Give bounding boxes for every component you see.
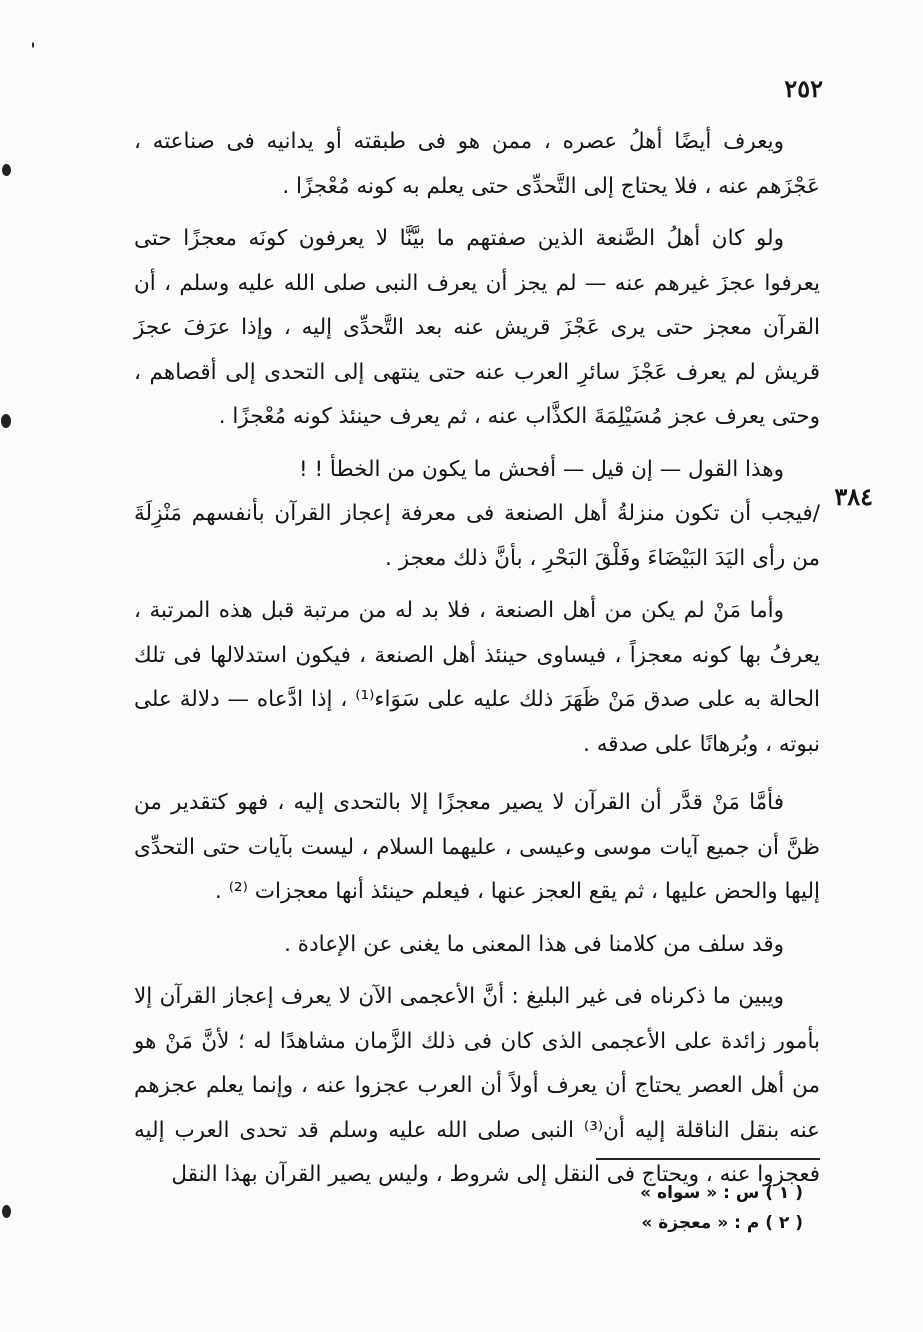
- paragraph: فأمَّا مَنْ قدَّر أن القرآن لا يصير معجزًا إلا بالتحدى إليه ، فهو كتقدير من ظنَّ أن جميع آيات موسى وعيسى ، عليهما السلام ، ليست بآيات حتى التحدِّى إليها والحض عليها ، ثم يقع العجز عنها ، فيعلم حينئذ أنها معجزات ⁽²⁾ .: [134, 790, 820, 904]
- scan-ink-mark: [1, 414, 11, 428]
- footnote-divider: [596, 1158, 820, 1160]
- paragraph: ولو كان أهلُ الصَّنعة الذين صفتهم ما بيَّنَّا لا يعرفون كونَه معجزًا حتى يعرفوا عجزَ غيرهم عنه — لم يجز أن يعرف النبى صلى الله عليه وسلم ، أن القرآن معجز حتى يرى عَجْزَ قريش عنه بعد التَّحدِّى إليه ، وإذا عرَفَ عجزَ قريش لم يعرف عَجْزَ سائرِ العرب عنه حتى ينتهى إلى التحدى إلى أقصاهم ، وحتى يعرف عجز مُسَيْلِمَةَ الكذَّاب عنه ، ثم يعرف حينئذ كونه مُعْجزًا .: [134, 226, 820, 429]
- scan-ink-mark: [32, 42, 34, 48]
- footnotes: [503, 1178, 803, 1238]
- paragraph: ويعرف أيضًا أهلُ عصره ، ممن هو فى طبقته أو يدانيه فى صناعته ، عَجْزَهم عنه ، فلا يحتاج إلى التَّحدِّى حتى يعلم به كونه مُعْجزًا .: [134, 129, 820, 199]
- scan-ink-mark: [2, 164, 11, 176]
- paragraph: وقد سلف من كلامنا فى هذا المعنى ما يغنى عن الإعادة .: [284, 931, 784, 957]
- paragraph: وهذا القول — إن قيل — أفحش ما يكون من الخطأ ! !: [299, 456, 784, 482]
- body-text: [134, 120, 820, 1198]
- footnote: ( ٢ ) م : « معجزة »: [641, 1213, 803, 1233]
- footnote: ( ١ ) س : « سواه »: [640, 1183, 803, 1203]
- margin-page-reference: ٣٨٤: [834, 482, 873, 511]
- page-number: ٢٥٢: [784, 74, 823, 103]
- paragraph: وأما مَنْ لم يكن من أهل الصنعة ، فلا بد له من مرتبة قبل هذه المرتبة ، يعرفُ بها كونه معجزاً ، فيساوى حينئذ أهل الصنعة ، فيكون استدلالها فى تلك الحالة به على صدق مَنْ ظَهَرَ ذلك عليه على سَوَاء⁽¹⁾ ، إذا ادَّعاه — دلالة على نبوته ، وبُرهانًا على صدقه .: [134, 598, 821, 757]
- paragraph: ويبين ما ذكرناه فى غير البليغ : أنَّ الأعجمى الآن لا يعرف إعجاز القرآن إلا بأمور زائدة على الأعجمى الذى كان فى ذلك الزَّمان مشاهدًا له ؛ لأنَّ مَنْ هو من أهل العصر يحتاج أن يعرف أولاً أن العرب عجزوا عنه ، وإنما يعلم عجزهم عنه بنقل الناقلة إليه أن⁽³⁾ النبى صلى الله عليه وسلم قد تحدى العرب إليه فعجزوا عنه ، ويحتاج فى النقل إلى شروط ، وليس يصير القرآن بهذا النقل: [134, 984, 820, 1187]
- scan-ink-mark: [2, 1205, 11, 1218]
- paragraph: /فيجب أن تكون منزلةُ أهل الصنعة فى معرفة إعجاز القرآن بأنفسهم مَنْزِلَةَ من رأى اليَدَ البَيْضَاءَ وفَلْقَ البَحْرِ ، بأنَّ ذلك معجز .: [134, 501, 820, 571]
